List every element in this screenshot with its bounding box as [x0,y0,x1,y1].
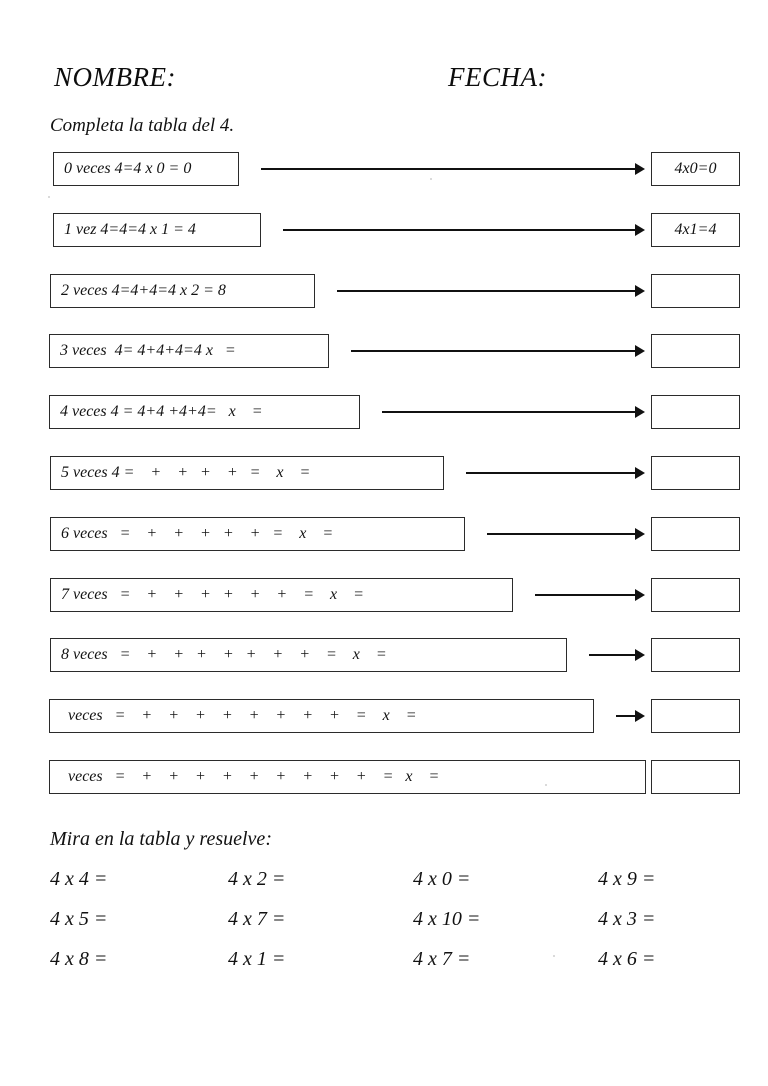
expression-text: 7 veces = + + + + + + = x = [61,585,364,603]
table-row [0,395,768,435]
arrow-shaft [283,229,636,231]
arrow-shaft [616,715,636,717]
answer-text: 4x1=4 [674,220,717,238]
expression-box[interactable] [49,699,594,733]
scan-speck [48,196,50,198]
answer-box[interactable] [651,213,740,247]
expression-box[interactable] [50,456,444,490]
answer-text: 4x0=0 [674,160,717,177]
answer-box[interactable] [651,578,740,612]
instruction-look-and-solve: Mira en la tabla y resuelve: [50,828,272,850]
exercise-item[interactable]: 4 x 5 = [50,908,108,930]
answer-box[interactable] [651,152,740,186]
exercise-item[interactable]: 4 x 3 = [598,908,656,930]
answer-box[interactable] [651,274,740,308]
expression-box[interactable] [49,760,646,794]
exercise-item[interactable]: 4 x 9 = [598,868,656,890]
flow-arrow-icon [535,589,645,601]
arrow-head [635,710,645,722]
flow-arrow-icon [487,528,645,540]
expression-box[interactable] [53,152,239,186]
arrow-head [635,467,645,479]
arrow-shaft [487,533,636,535]
table-row [0,213,768,253]
exercise-item[interactable]: 4 x 1 = [228,948,286,970]
flow-arrow-icon [616,710,645,722]
answer-box[interactable] [651,638,740,672]
arrow-head [635,285,645,297]
arrow-shaft [351,350,636,352]
arrow-head [635,224,645,236]
arrow-head [635,163,645,175]
expression-text: 2 veces 4=4+4=4 x 2 = 8 [61,281,226,299]
expression-text: 1 vez 4=4=4 x 1 = 4 [64,220,196,238]
exercise-item[interactable]: 4 x 0 = [413,868,471,890]
exercise-item[interactable]: 4 x 10 = [413,908,481,930]
expression-text: 8 veces = + + + + + + + = x = [61,646,387,664]
exercise-item[interactable]: 4 x 4 = [50,868,108,890]
table-row [0,699,768,739]
arrow-shaft [466,472,636,474]
flow-arrow-icon [261,163,645,175]
arrow-head [635,528,645,540]
expression-box[interactable] [49,334,329,368]
flow-arrow-icon [337,285,645,297]
arrow-shaft [589,654,636,656]
expression-text: 5 veces 4 = + + + + = x = [61,464,311,481]
flow-arrow-icon [589,649,645,661]
answer-box[interactable] [651,395,740,429]
expression-box[interactable] [49,395,360,429]
exercise-item[interactable]: 4 x 2 = [228,868,286,890]
expression-box[interactable] [50,638,567,672]
arrow-shaft [337,290,636,292]
nombre-label: NOMBRE: [54,62,176,92]
answer-box[interactable] [651,517,740,551]
table-row [0,152,768,192]
flow-arrow-icon [351,345,645,357]
expression-box[interactable] [53,213,261,247]
flow-arrow-icon [466,467,645,479]
expression-text: 0 veces 4=4 x 0 = 0 [64,160,192,177]
table-row [0,456,768,496]
answer-box[interactable] [651,334,740,368]
fecha-label: FECHA: [448,62,547,92]
arrow-shaft [261,168,636,170]
arrow-shaft [535,594,636,596]
table-row [0,760,768,800]
exercise-item[interactable]: 4 x 6 = [598,948,656,970]
scan-speck [430,178,432,180]
flow-arrow-icon [382,406,645,418]
expression-box[interactable] [50,578,513,612]
exercise-item[interactable]: 4 x 8 = [50,948,108,970]
expression-text: veces = + + + + + + + + + = x = [60,768,440,785]
scan-speck [545,784,547,786]
flow-arrow-icon [283,224,645,236]
expression-text: veces = + + + + + + + + = x = [60,707,417,725]
scan-speck [553,955,555,957]
table-row [0,638,768,678]
table-row [0,334,768,374]
expression-box[interactable] [50,517,465,551]
arrow-shaft [382,411,636,413]
answer-box[interactable] [651,699,740,733]
instruction-complete-table: Completa la tabla del 4. [50,115,235,136]
answer-box[interactable] [651,760,740,794]
exercise-item[interactable]: 4 x 7 = [228,908,286,930]
answer-box[interactable] [651,456,740,490]
arrow-head [635,649,645,661]
expression-text: 3 veces 4= 4+4+4=4 x = [60,342,236,360]
expression-box[interactable] [50,274,315,308]
table-row [0,274,768,314]
table-row [0,578,768,618]
expression-text: 4 veces 4 = 4+4 +4+4= x = [60,403,263,421]
arrow-head [635,345,645,357]
expression-text: 6 veces = + + + + + = x = [61,524,334,542]
table-row [0,517,768,557]
arrow-head [635,406,645,418]
exercise-item[interactable]: 4 x 7 = [413,948,471,970]
arrow-head [635,589,645,601]
